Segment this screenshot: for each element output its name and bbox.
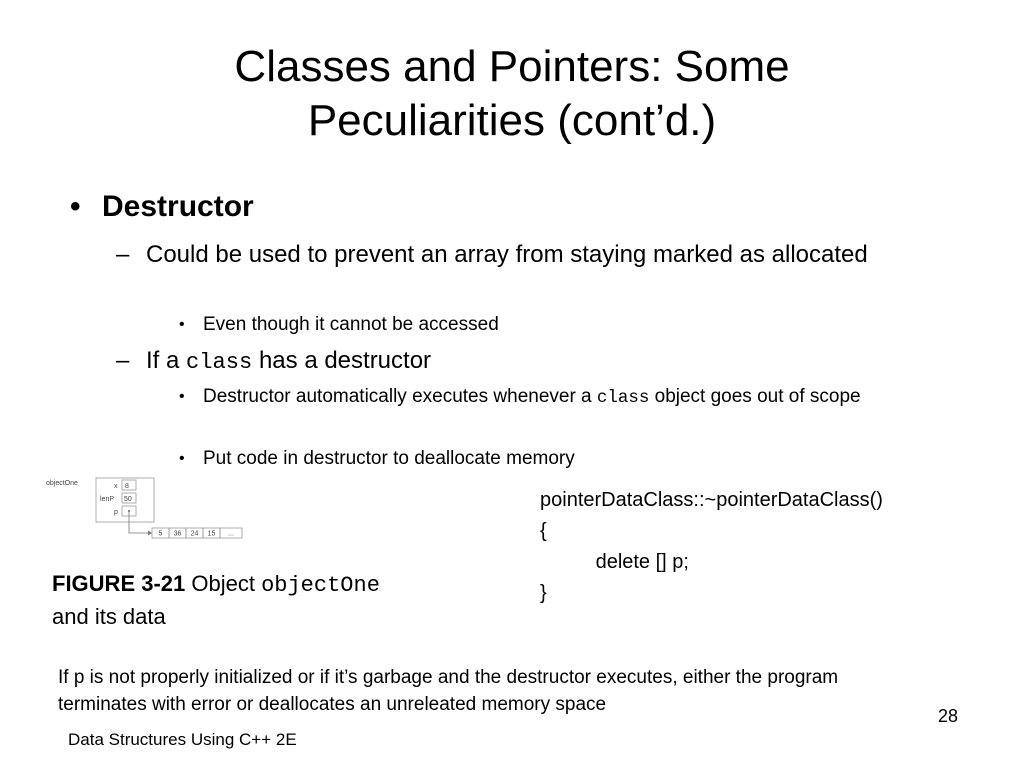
slide-title-line-2: Peculiarities (cont’d.) [307, 96, 717, 145]
member-lenP-value: 50 [124, 496, 132, 503]
figure-caption [52, 568, 380, 632]
figure-caption-code: objectOne [261, 573, 380, 598]
destructor-code [540, 485, 883, 609]
array-cell-value: 15 [207, 530, 216, 538]
point-marker: • [179, 450, 185, 467]
object-memory-diagram [44, 474, 254, 544]
point-text-prefix: Destructor automatically executes whenever a [203, 386, 597, 407]
point-text-suffix: object goes out of scope [649, 386, 861, 407]
code-line-3: delete [] p; [540, 551, 689, 573]
array-cell-value: 24 [190, 530, 199, 538]
array-cell-value: ... [228, 530, 234, 538]
slide-title-line-1: Classes and Pointers: Some [234, 42, 790, 91]
bullet-text: Destructor [102, 190, 254, 223]
member-lenP-label: lenP [100, 496, 115, 503]
pointer-arrow-head [148, 531, 152, 536]
sub-bullet-text-suffix: has a destructor [252, 347, 432, 374]
garbage-pointer-note: If p is not properly initialized or if it’s garbage and the destructor executes, either the program terminates with error or deallocates an unreleated memory space [58, 667, 839, 715]
dynamic-array [152, 528, 242, 538]
dash-marker: – [116, 241, 130, 268]
point-text: Put code in destructor to deallocate memory [203, 448, 575, 469]
member-x-value: 8 [125, 483, 129, 490]
point-marker: • [179, 388, 185, 405]
point-deallocate [179, 445, 575, 473]
footer-book-title: Data Structures Using C++ 2E [68, 730, 297, 749]
sub-bullet-has-destructor [116, 344, 432, 380]
code-keyword-class: class [596, 388, 650, 408]
array-cell-value: 5 [158, 530, 163, 538]
code-line-2: { [540, 520, 547, 542]
point-text: Even though it cannot be accessed [203, 314, 499, 335]
figure-label: FIGURE 3-21 [52, 571, 186, 596]
code-line-4: } [540, 582, 547, 604]
bullet-marker: • [70, 190, 81, 223]
array-cell-value: 36 [173, 530, 182, 538]
figure-caption-text: Object [185, 571, 262, 596]
code-keyword-class: class [186, 350, 253, 375]
sub-bullet-prevent-array [116, 238, 906, 272]
member-p-label: p [114, 509, 118, 516]
point-auto-executes [179, 383, 963, 412]
sub-bullet-text-prefix: If a [146, 347, 187, 374]
slide-title [0, 40, 1024, 148]
dash-marker: – [116, 347, 130, 374]
member-x-label: x [114, 483, 118, 490]
code-line-1: pointerDataClass::~pointerDataClass() [540, 489, 883, 511]
object-name-label: objectOne [46, 480, 78, 487]
point-cannot-access [179, 311, 499, 339]
figure-caption-line-1 [52, 568, 380, 601]
sub-bullet-text: Could be used to prevent an array from staying marked as allocated [146, 241, 868, 268]
figure-caption-line-2: and its data [52, 604, 166, 629]
page-number: 28 [938, 706, 959, 726]
point-marker: • [179, 316, 185, 333]
